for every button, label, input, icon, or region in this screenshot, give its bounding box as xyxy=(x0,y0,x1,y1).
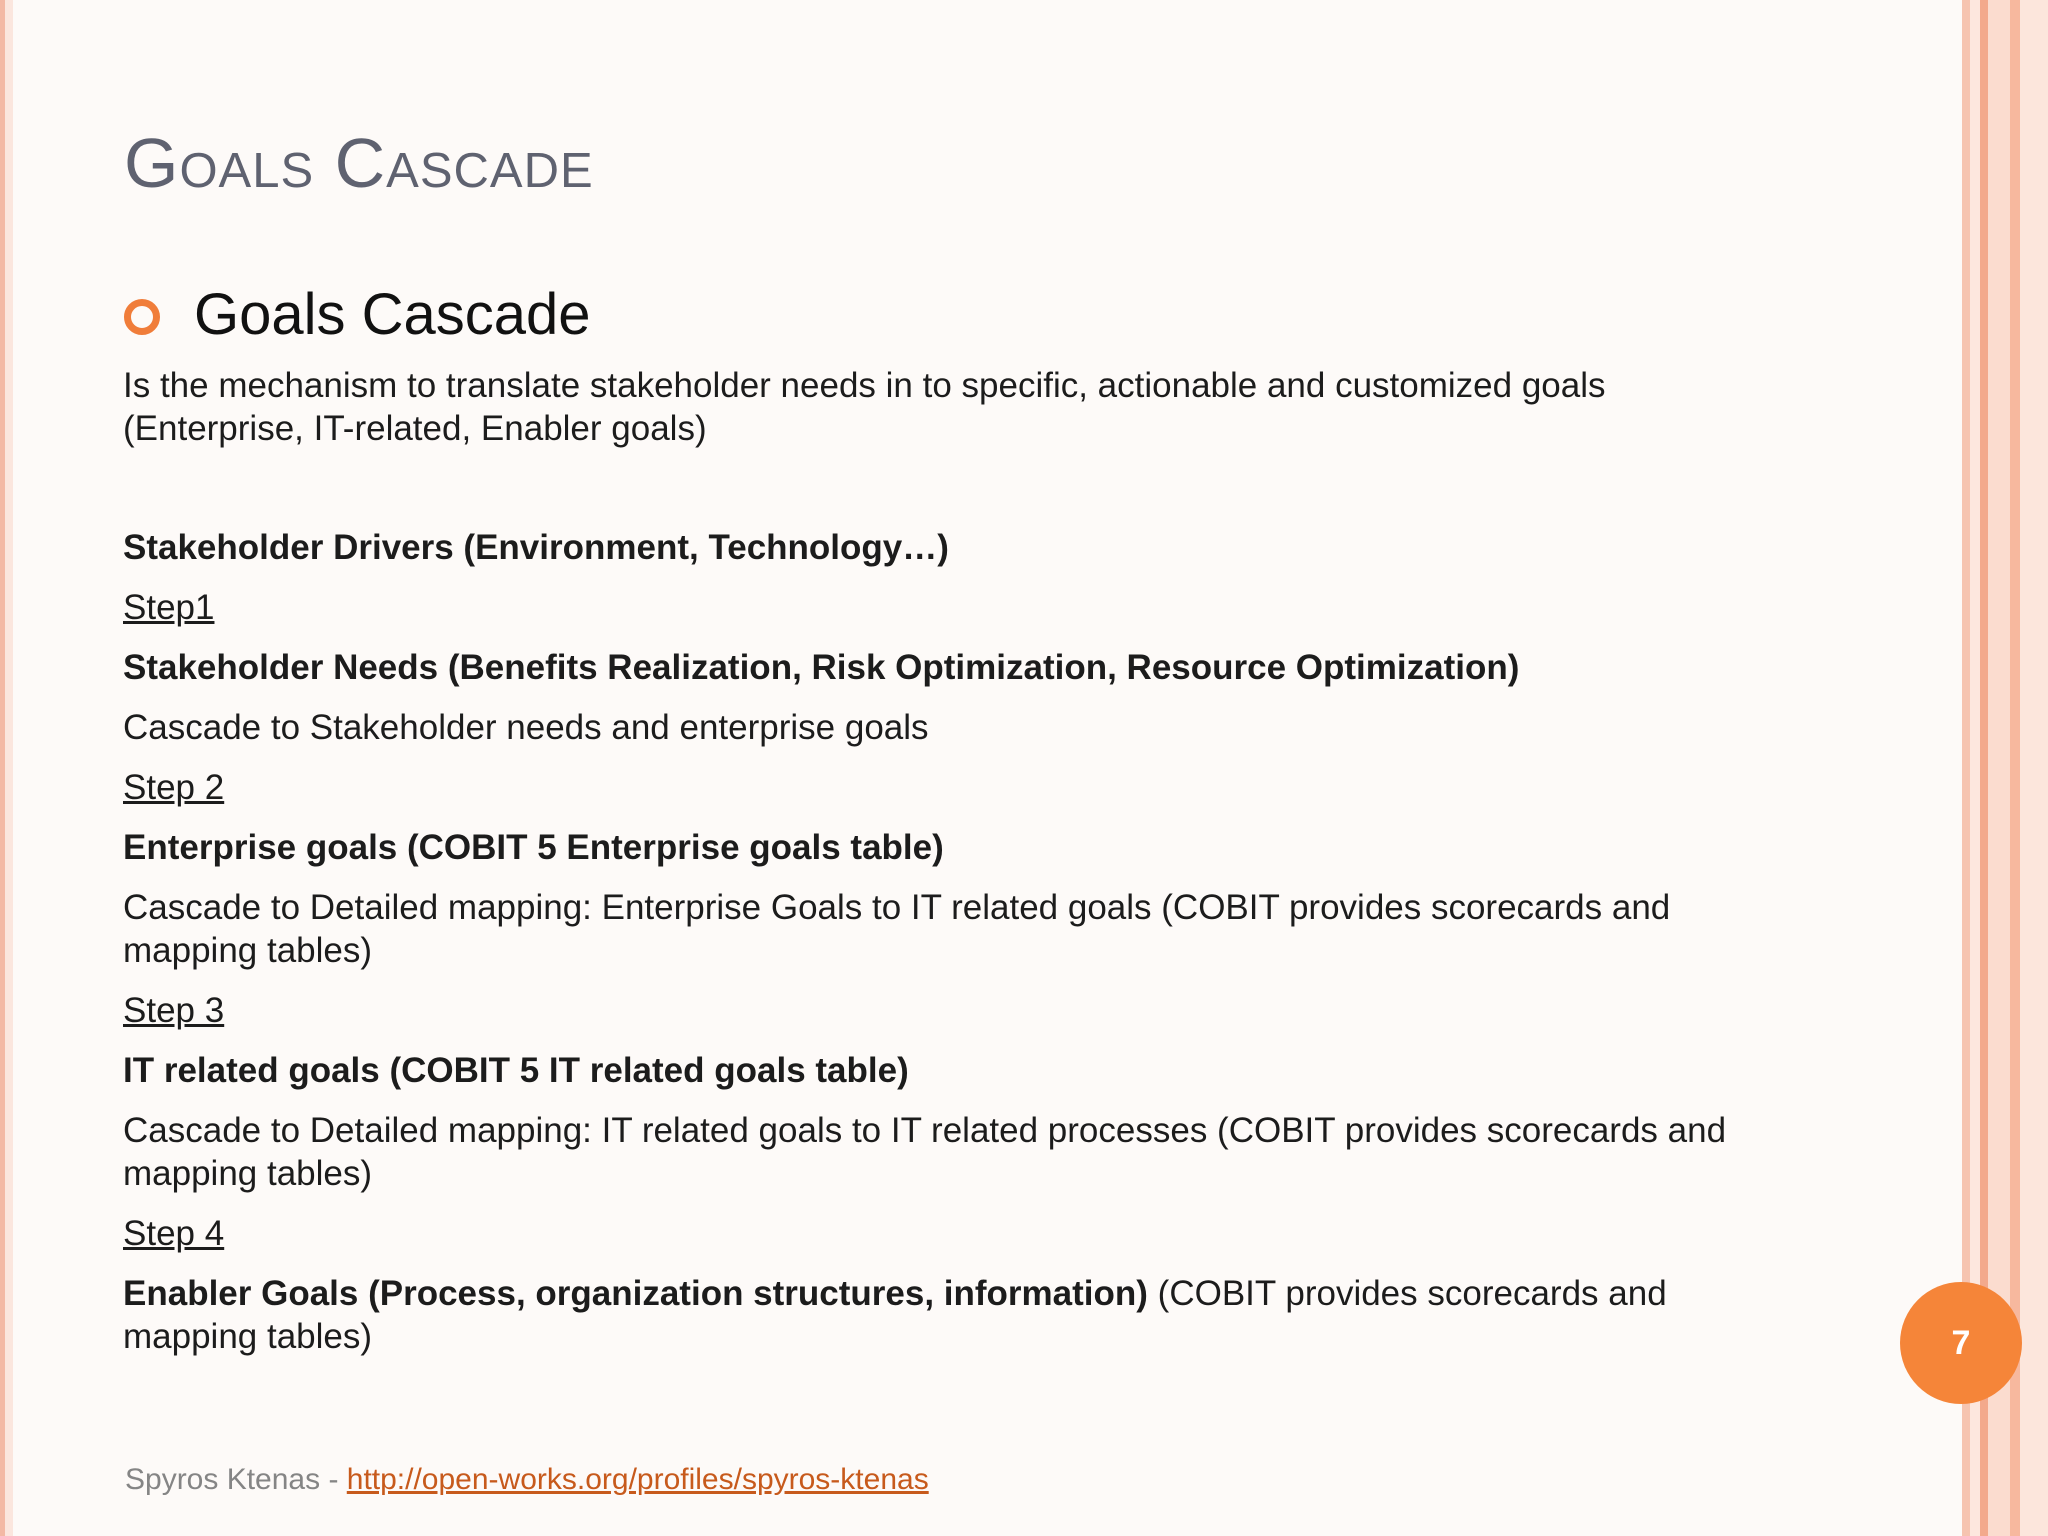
cascade-description: Is the mechanism to translate stakeholder needs in to specific, actionable and customized goals (Enterprise, IT-related, Enabler goals) xyxy=(123,366,1606,448)
step-label: Step 3 xyxy=(123,991,225,1030)
step-label: Step 4 xyxy=(123,1214,225,1253)
enabler-goals-bold: Enabler Goals (Process, organization structures, information) xyxy=(123,1274,1148,1313)
left-border-decoration xyxy=(0,0,13,1536)
page-number-badge: 7 xyxy=(1900,1282,2022,1404)
enterprise-goals: Enterprise goals (COBIT 5 Enterprise goals table) xyxy=(123,828,944,867)
bullet-item xyxy=(124,278,591,352)
step-label: Step 2 xyxy=(123,768,225,807)
cascade-text: Cascade to Detailed mapping: Enterprise Goals to IT related goals (COBIT provides scorecards and mapping tables) xyxy=(123,888,1671,970)
footer-author: Spyros Ktenas - xyxy=(125,1463,347,1496)
enabler-goals-note: (COBIT provides scorecards and mapping tables) xyxy=(123,1274,1667,1356)
cascade-text: Cascade to Stakeholder needs and enterprise goals xyxy=(123,708,929,747)
it-related-goals: IT related goals (COBIT 5 IT related goals table) xyxy=(123,1051,909,1090)
circle-bullet-icon xyxy=(124,299,160,335)
slide-title: Goals Cascade xyxy=(124,124,594,202)
bullet-heading: Goals Cascade xyxy=(194,282,591,347)
enabler-goals xyxy=(123,1272,1763,1358)
stakeholder-needs: Stakeholder Needs (Benefits Realization, Risk Optimization, Resource Optimization) xyxy=(123,648,1520,687)
slide-body xyxy=(123,364,1763,1358)
profile-link[interactable]: http://open-works.org/profiles/spyros-ktenas xyxy=(346,1463,929,1496)
step-label: Step1 xyxy=(123,588,215,627)
stakeholder-drivers: Stakeholder Drivers (Environment, Technology…) xyxy=(123,528,949,567)
cascade-text: Cascade to Detailed mapping: IT related goals to IT related processes (COBIT provides scorecards and mapping tables) xyxy=(123,1111,1727,1193)
footer-credit xyxy=(125,1460,929,1500)
